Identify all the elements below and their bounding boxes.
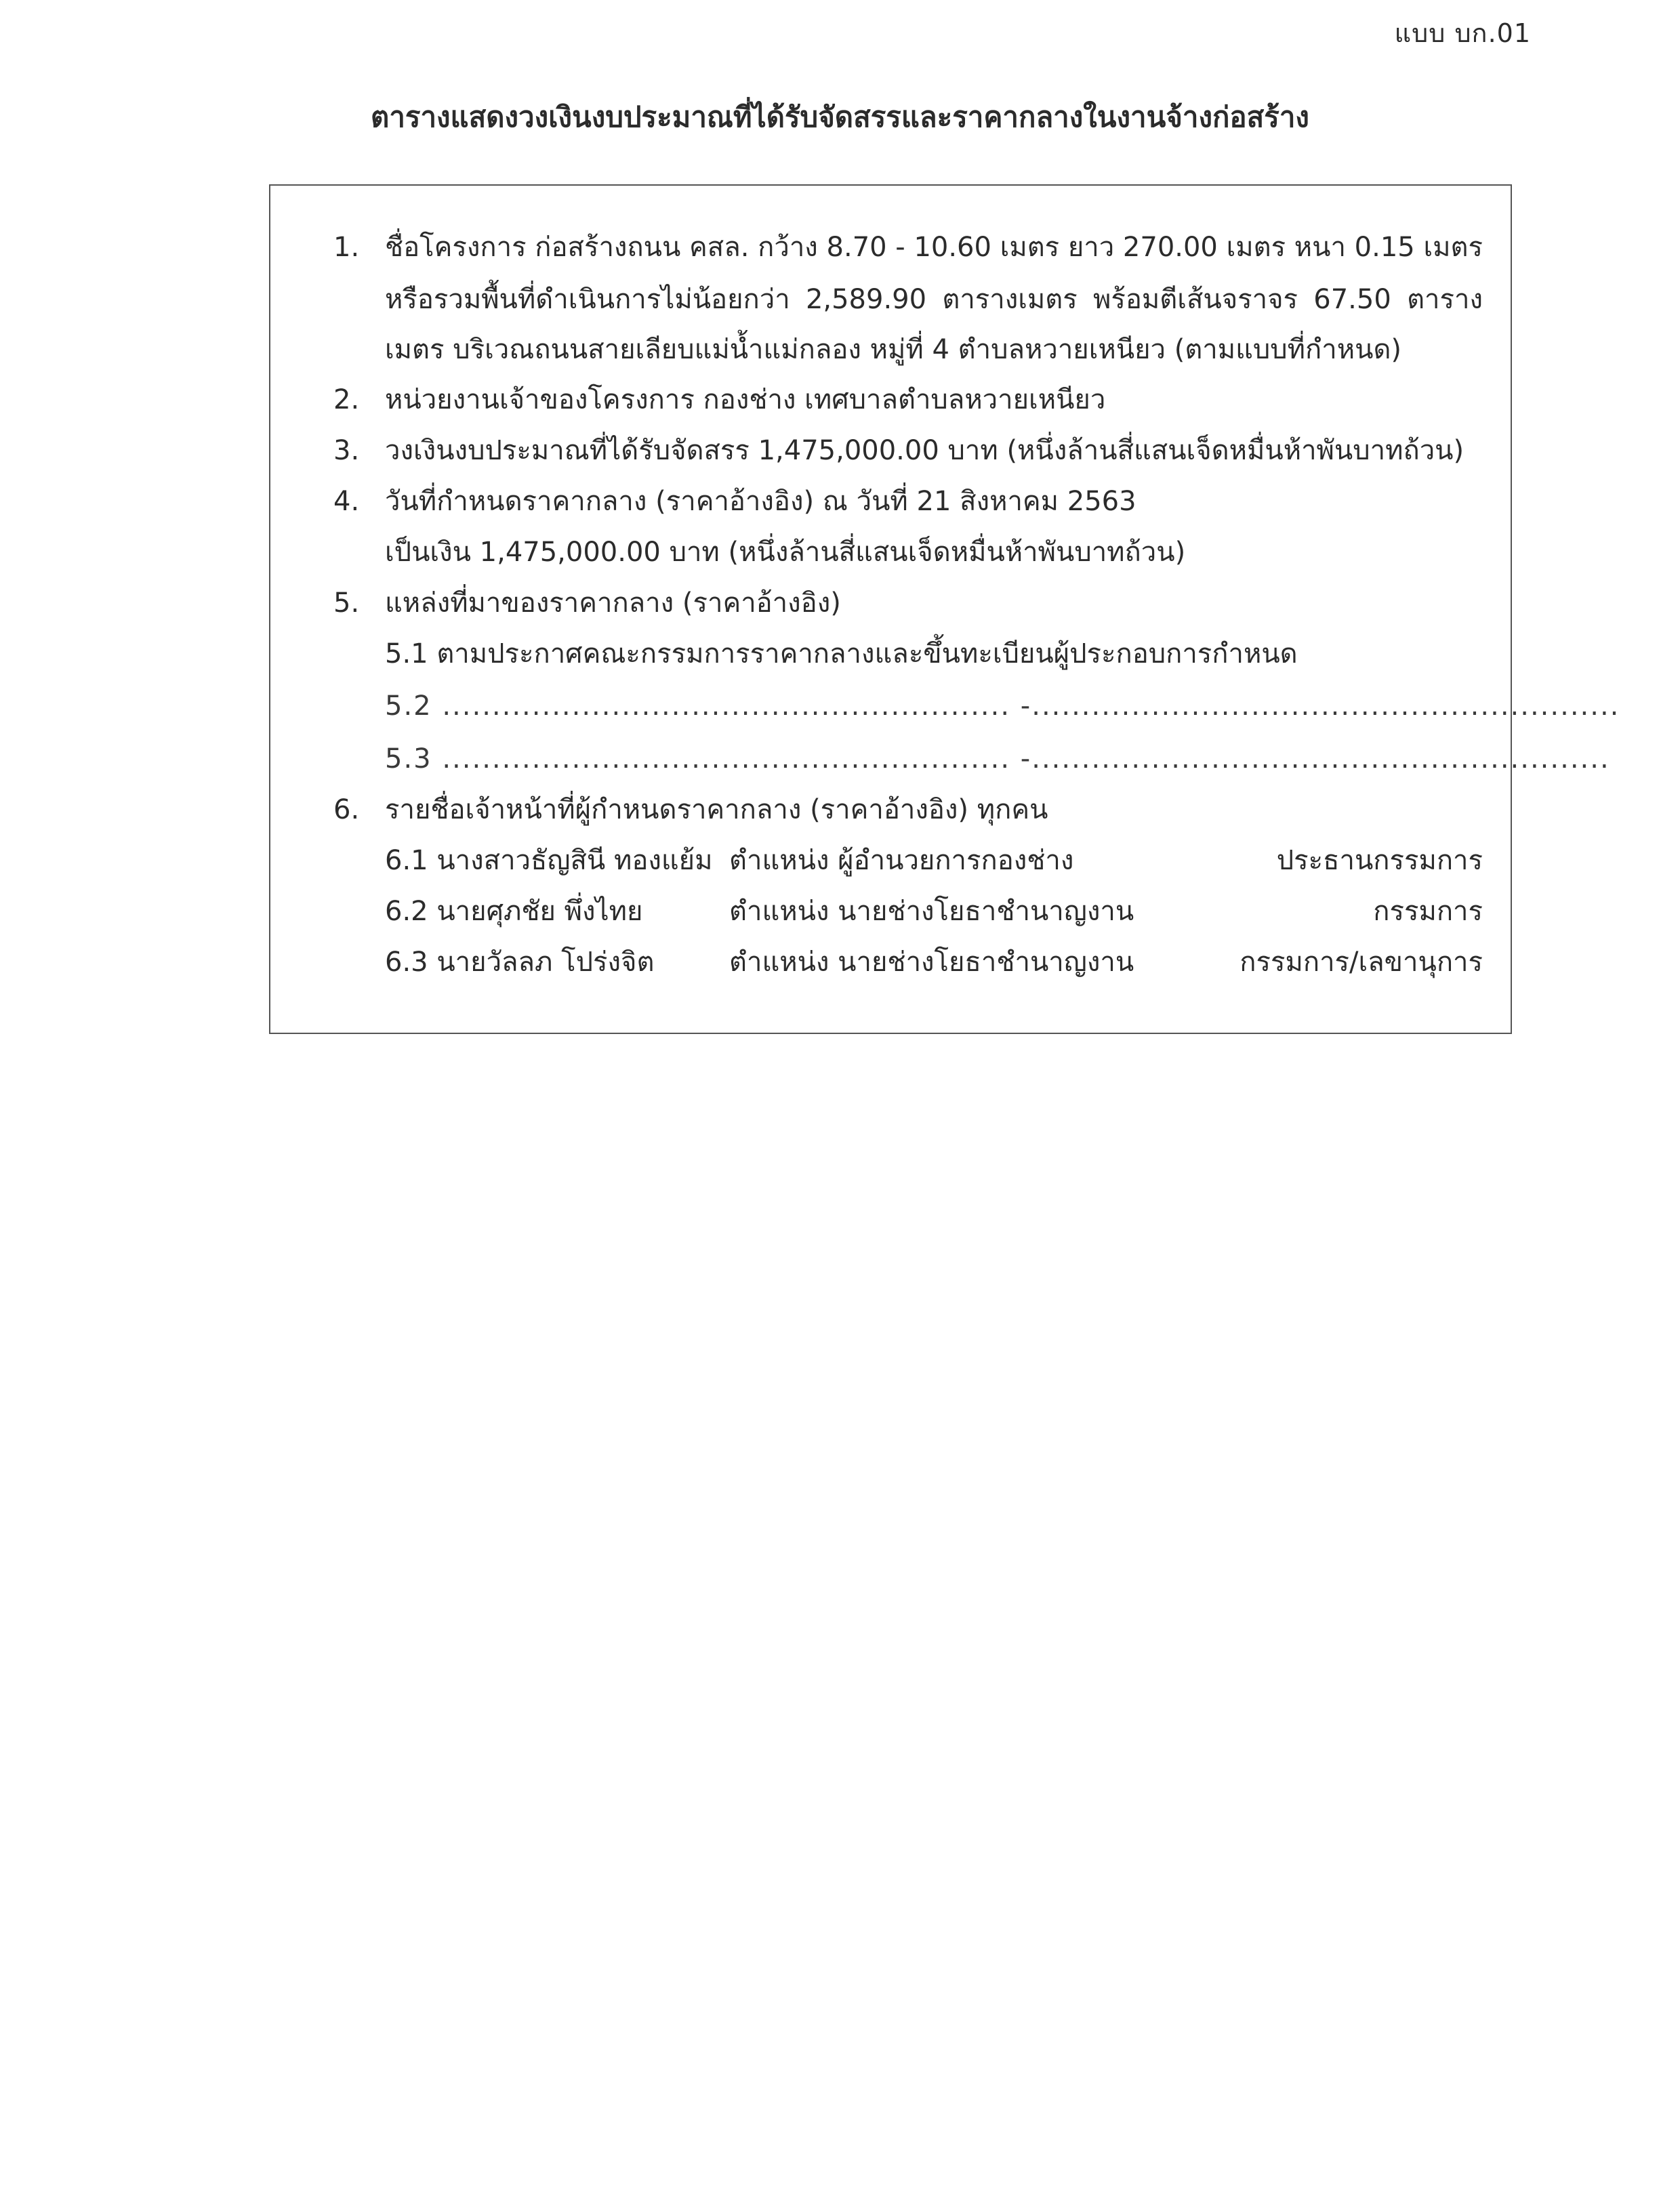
word: ยาว bbox=[1067, 232, 1115, 263]
item-6-number: 6. bbox=[333, 794, 360, 825]
item-1-line-3: เมตร บริเวณถนนสายเลียบแม่น้ำแม่กลอง หมู่ที่ 4 ตำบลหวายเหนียว (ตามแบบที่กำหนด) bbox=[385, 334, 1402, 365]
word: หนา bbox=[1294, 232, 1346, 263]
member-role: กรรมการ/เลขานุการ bbox=[1239, 947, 1483, 978]
member-position: ตำแหน่ง นายช่างโยธาชำนาญงาน bbox=[729, 896, 1134, 927]
item-5-sub-3: 5.3 ......................................................... -.......................................................... bbox=[385, 743, 1610, 775]
item-2-text: หน่วยงานเจ้าของโครงการ กองช่าง เทศบาลตำบลหวายเหนียว bbox=[385, 384, 1106, 415]
item-1-number: 1. bbox=[333, 232, 360, 263]
member-name: 6.2 นายศุภชัย พึ่งไทย bbox=[385, 896, 643, 927]
word: เมตร bbox=[1000, 232, 1060, 263]
member-role: กรรมการ bbox=[1373, 896, 1483, 927]
item-5-sub-2: 5.2 ......................................................... -........................................................... bbox=[385, 690, 1620, 722]
item-5-number: 5. bbox=[333, 587, 360, 619]
form-code: แบบ บก.01 bbox=[1394, 18, 1531, 48]
item-3-number: 3. bbox=[333, 435, 360, 466]
item-4-line-2: เป็นเงิน 1,475,000.00 บาท (หนึ่งล้านสี่แสนเจ็ดหมื่นห้าพันบาทถ้วน) bbox=[385, 537, 1186, 568]
item-4-line-1: วันที่กำหนดราคากลาง (ราคาอ้างอิง) ณ วันที่ 21 สิงหาคม 2563 bbox=[385, 486, 1136, 517]
item-5-text: แหล่งที่มาของราคากลาง (ราคาอ้างอิง) bbox=[385, 587, 841, 619]
word: 0.15 bbox=[1354, 232, 1415, 263]
word: - bbox=[895, 232, 905, 263]
item-4-number: 4. bbox=[333, 486, 360, 517]
member-name: 6.1 นางสาวธัญสินี ทองแย้ม bbox=[385, 845, 713, 876]
word: 270.00 bbox=[1122, 232, 1218, 263]
item-1-line-2 bbox=[385, 286, 1483, 313]
word: พร้อมตีเส้นจราจร bbox=[1093, 284, 1298, 315]
word: 10.60 bbox=[914, 232, 991, 263]
word: หรือรวมพื้นที่ดำเนินการไม่น้อยกว่า bbox=[385, 284, 790, 315]
member-name: 6.3 นายวัลลภ โปร่งจิต bbox=[385, 947, 655, 978]
word: เมตร bbox=[1226, 232, 1286, 263]
item-5-sub-1: 5.1 ตามประกาศคณะกรรมการราคากลางและขึ้นทะเบียนผู้ประกอบการกำหนด bbox=[385, 638, 1298, 669]
word: ตารางเมตร bbox=[942, 284, 1078, 315]
member-row bbox=[0, 949, 1483, 983]
word: ตาราง bbox=[1407, 284, 1483, 315]
word: กว้าง bbox=[758, 232, 818, 263]
item-1-line-1 bbox=[385, 234, 1483, 261]
word: 2,589.90 bbox=[805, 284, 927, 315]
member-position: ตำแหน่ง นายช่างโยธาชำนาญงาน bbox=[729, 947, 1134, 978]
word: ชื่อโครงการ bbox=[385, 232, 527, 263]
item-3-text: วงเงินงบประมาณที่ได้รับจัดสรร 1,475,000.00 บาท (หนึ่งล้านสี่แสนเจ็ดหมื่นห้าพันบาทถ้วน) bbox=[385, 435, 1464, 466]
word: ก่อสร้างถนน bbox=[535, 232, 681, 263]
member-position: ตำแหน่ง ผู้อำนวยการกองช่าง bbox=[729, 845, 1074, 876]
member-row bbox=[0, 898, 1483, 932]
word: เมตร bbox=[1423, 232, 1483, 263]
word: 8.70 bbox=[826, 232, 887, 263]
document-title: ตารางแสดงวงเงินงบประมาณที่ได้รับจัดสรรและราคากลางในงานจ้างก่อสร้าง bbox=[371, 100, 1309, 133]
member-row bbox=[0, 847, 1483, 881]
item-2-number: 2. bbox=[333, 384, 360, 415]
word: คสล. bbox=[689, 232, 750, 263]
item-6-text: รายชื่อเจ้าหน้าที่ผู้กำหนดราคากลาง (ราคาอ้างอิง) ทุกคน bbox=[385, 794, 1048, 825]
word: 67.50 bbox=[1313, 284, 1391, 315]
member-role: ประธานกรรมการ bbox=[1276, 845, 1483, 876]
